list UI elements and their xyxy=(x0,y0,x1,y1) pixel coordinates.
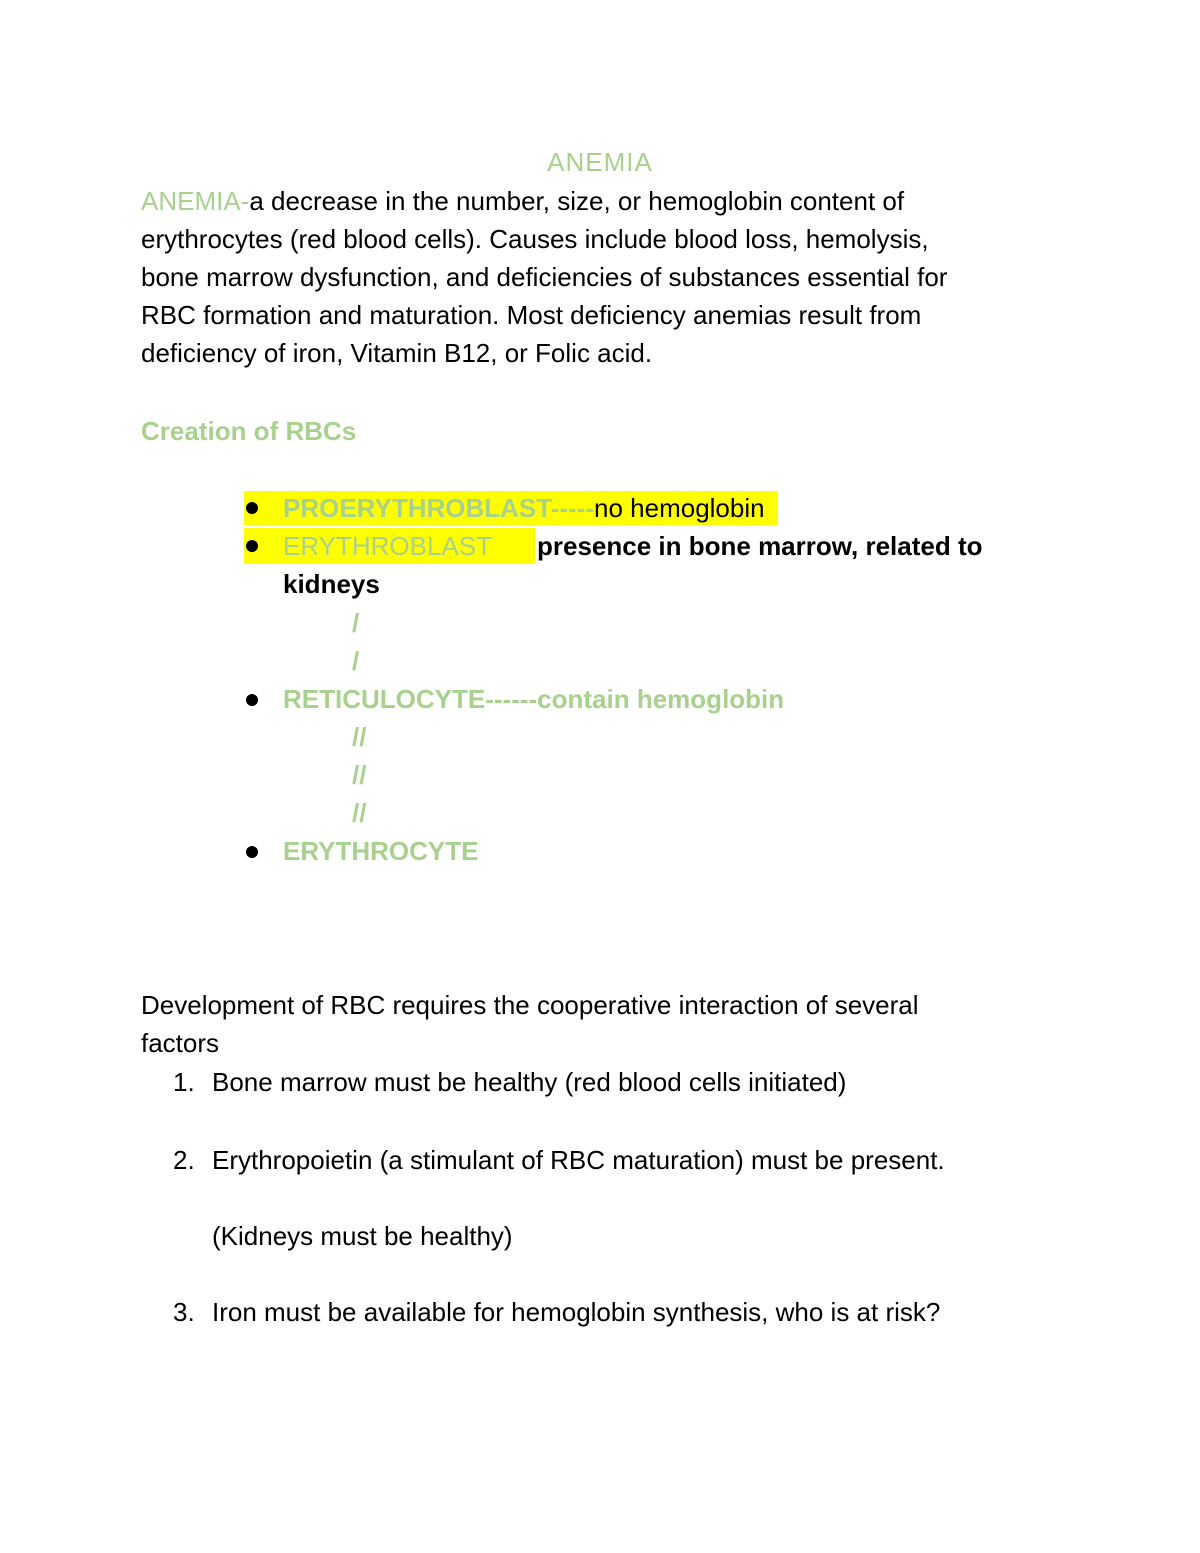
definition-line-3: bone marrow dysfunction, and deficiencies of substances essential for xyxy=(141,262,948,292)
definition-line-2: erythrocytes (red blood cells). Causes include blood loss, hemolysis, xyxy=(141,224,929,254)
list-item-1: Bone marrow must be healthy (red blood cells initiated) xyxy=(212,1067,847,1097)
stage-erythroblast-note-cont: kidneys xyxy=(283,569,380,599)
arrow-double-slash: // xyxy=(352,722,367,752)
list-item-2: Erythropoietin (a stimulant of RBC maturation) must be present. xyxy=(212,1145,945,1175)
creation-heading: Creation of RBCs xyxy=(141,416,357,446)
stage-name: PROERYTHROBLAST----- xyxy=(283,493,595,523)
list-number: 2. xyxy=(173,1145,195,1175)
definition-line-5: deficiency of iron, Vitamin B12, or Folic acid. xyxy=(141,338,653,368)
arrow-slash: / xyxy=(352,646,360,676)
bullet-icon xyxy=(246,540,258,552)
definition-text-1: a decrease in the number, size, or hemoglobin content of xyxy=(249,186,905,216)
arrow-double-slash: // xyxy=(352,798,367,828)
list-item-2-sub: (Kidneys must be healthy) xyxy=(212,1221,513,1251)
arrow-double-slash: // xyxy=(352,760,367,790)
stage-proerythroblast xyxy=(283,489,765,527)
definition-line-4: RBC formation and maturation. Most deficiency anemias result from xyxy=(141,300,922,330)
definition-line-1 xyxy=(141,182,904,220)
stage-note: no hemoglobin xyxy=(594,493,765,523)
page-title: ANEMIA xyxy=(547,147,653,177)
arrow-slash: / xyxy=(352,608,360,638)
stage-reticulocyte: RETICULOCYTE------contain hemoglobin xyxy=(283,684,785,714)
bullet-icon xyxy=(246,502,258,514)
definition-term: ANEMIA- xyxy=(141,186,250,216)
list-item-3: Iron must be available for hemoglobin synthesis, who is at risk? xyxy=(212,1297,941,1327)
list-number: 1. xyxy=(173,1067,195,1097)
bullet-icon xyxy=(246,694,258,706)
development-intro-1: Development of RBC requires the cooperative interaction of several xyxy=(141,990,919,1020)
stage-erythroblast-note: presence in bone marrow, related to xyxy=(537,531,983,561)
stage-erythrocyte: ERYTHROCYTE xyxy=(283,836,479,866)
list-number: 3. xyxy=(173,1297,195,1327)
stage-erythroblast: ERYTHROBLAST xyxy=(283,531,493,561)
bullet-icon xyxy=(246,846,258,858)
development-intro-2: factors xyxy=(141,1028,220,1058)
